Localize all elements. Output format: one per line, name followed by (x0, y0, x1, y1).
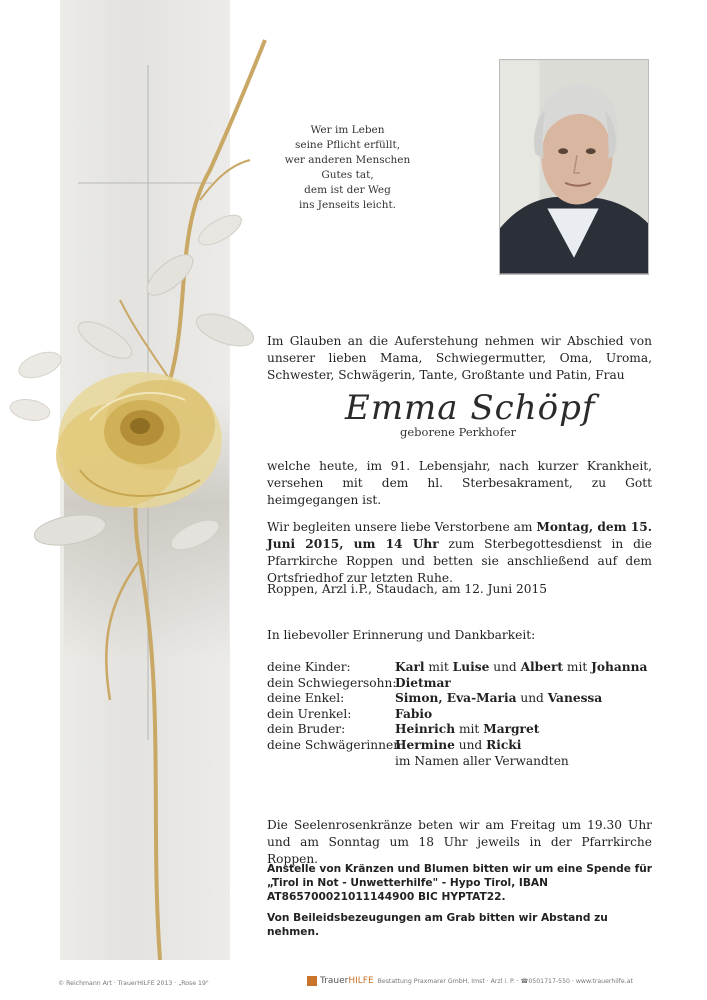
footer-address: Bestattung Praxmarer GmbH, Imst · Arzl i. P. · ☎0501717-550 · www.trauerhilfe.at (377, 977, 633, 985)
relative-name: Hermine (395, 737, 455, 752)
funeral-text (267, 519, 652, 587)
family-label: dein Bruder: (267, 722, 346, 737)
family-label: dein Schwiegersohn: (267, 675, 397, 690)
place-date: Roppen, Arzl i.P., Staudach, am 12. Juni 2015 (267, 582, 548, 596)
motto-line: ins Jenseits leicht. (298, 199, 397, 211)
memory-line: In liebevoller Erinnerung und Dankbarkeit: (267, 628, 536, 642)
rose-illustration (0, 0, 300, 1000)
relatives-text: im Namen aller Verwandten (395, 753, 569, 768)
leaf (167, 514, 223, 556)
family-list (267, 660, 667, 769)
family-row-son-in-law (267, 676, 667, 692)
footer-imprint (307, 976, 633, 986)
donation-text: Anstelle von Kränzen und Blumen bitten wir um eine Spende für „Tirol in Not - Unwetterhilfe" - Hypo Tirol, IBAN AT865700021011144900 BIC HYPTAT22. (267, 863, 652, 903)
relative-name: Fabio (395, 706, 433, 721)
leaf (32, 510, 108, 550)
connector: und (454, 737, 487, 752)
rose-stem-branch (106, 560, 140, 700)
family-row-brother (267, 722, 667, 738)
relative-name: Albert (520, 660, 564, 674)
portrait-photo (499, 59, 649, 275)
family-row-children (267, 660, 667, 676)
relative-name: Margret (483, 722, 540, 737)
family-row-relatives (267, 754, 667, 770)
rose-stem-branch (120, 300, 170, 380)
relative-name: Karl (395, 660, 425, 674)
logo-text-b: HILFE (348, 976, 374, 986)
family-row-grandchildren (267, 691, 667, 707)
family-row-great-grandchild (267, 707, 667, 723)
condolence-text: Von Beileidsbezeugungen am Grab bitten wir Abstand zu nehmen. (267, 912, 608, 938)
connector: mit (563, 660, 592, 674)
connector: mit (455, 722, 484, 737)
logo-text-a: Trauer (320, 976, 349, 986)
relative-name: Luise (452, 660, 490, 674)
leaf (141, 248, 199, 302)
family-label: dein Urenkel: (267, 706, 352, 721)
family-label: deine Schwägerinnen: (267, 737, 406, 752)
leaf (9, 397, 52, 424)
connector: mit (424, 660, 453, 674)
relative-name: Dietmar (395, 675, 451, 690)
logo-mark-icon (307, 976, 317, 986)
deceased-name: Emma Schöpf (345, 388, 596, 428)
intro-text: Im Glauben an die Auferstehung nehmen wir Abschied von unserer lieben Mama, Schwiegermutter, Oma, Uroma, Schwester, Schwägerin, Tante, Großtante und Patin, Frau (267, 334, 652, 382)
family-row-sisters-in-law (267, 738, 667, 754)
funeral-post: zum Sterbegottesdienst in die Pfarrkirche Roppen und betten sie anschließend auf dem Ortsfriedhof zur letzten Ruhe. (267, 537, 652, 585)
connector: und (516, 691, 548, 706)
maiden-name: geborene Perkhofer (400, 425, 517, 439)
relative-name: Heinrich (395, 722, 456, 737)
connector: und (489, 660, 521, 674)
portrait-image (500, 60, 648, 274)
passing-text: welche heute, im 91. Lebensjahr, nach kurzer Krankheit, versehen mit dem hl. Sterbesakrament, zu Gott heimgegangen ist. (267, 459, 652, 507)
motto-line: seine Pflicht erfüllt, (294, 139, 401, 151)
rosary-text: Die Seelenrosenkränze beten wir am Freitag um 19.30 Uhr und am Sonntag um 18 Uhr jeweils in der Pfarrkirche Roppen. (267, 818, 652, 866)
leaf (194, 209, 246, 250)
motto-line: wer anderen Menschen (284, 154, 411, 166)
funeral-date: Montag, dem 15. Juni 2015, um 14 Uhr (267, 520, 652, 551)
relative-name: Vanessa (547, 691, 603, 706)
rose-stem-branch (200, 160, 250, 200)
trauerhilfe-logo (307, 976, 374, 986)
relative-name: Simon, Eva-Maria (395, 691, 517, 706)
leaf (73, 315, 137, 366)
motto-line: Gutes tat, (321, 169, 374, 181)
motto-line: dem ist der Weg (304, 184, 391, 196)
leaf (192, 308, 257, 353)
relative-name: Ricki (486, 737, 522, 752)
funeral-pre: Wir begleiten unsere liebe Verstorbene am (267, 520, 537, 534)
relative-name: Johanna (591, 660, 648, 674)
family-label: deine Enkel: (267, 691, 345, 706)
footer-copyright: © Reichmann Art · TrauerHILFE 2013 · „Rose 19" (58, 980, 209, 987)
family-label: deine Kinder: (267, 660, 351, 674)
leaf (16, 347, 65, 383)
motto-line: Wer im Leben (310, 124, 385, 136)
rose-flower (56, 372, 222, 508)
motto-verse (270, 123, 425, 213)
